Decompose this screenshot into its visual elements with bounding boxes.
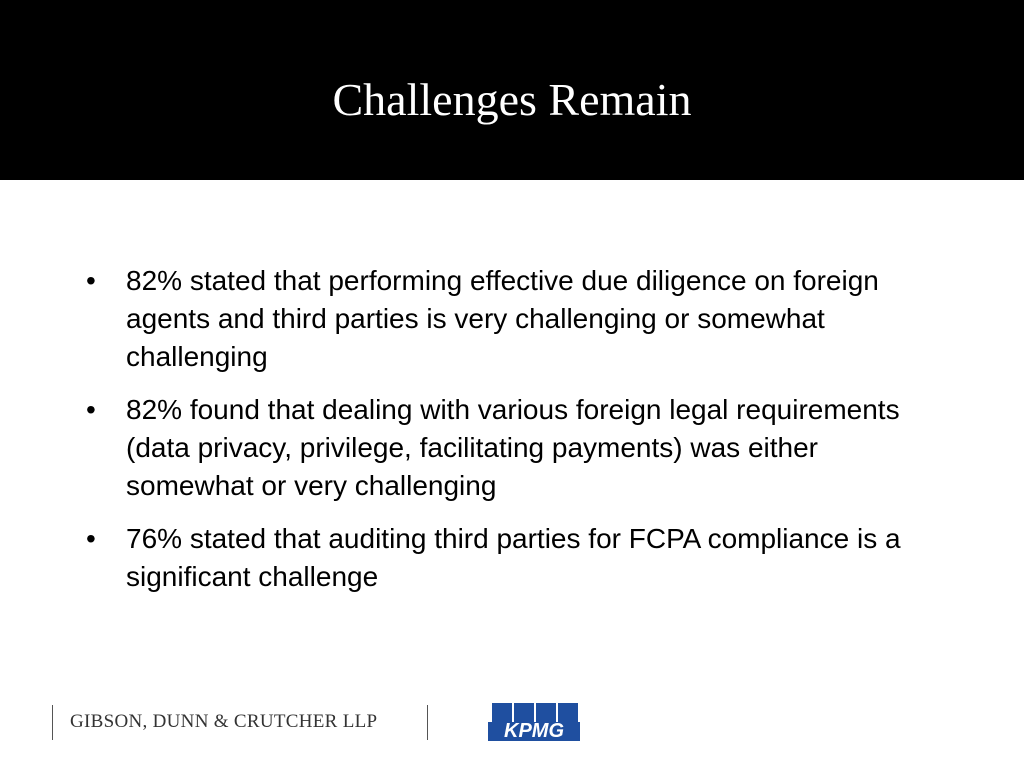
title-bar	[0, 0, 1024, 180]
bullet-marker: •	[86, 523, 96, 554]
bullet-text: 82% stated that performing effective due diligence on foreign agents and third parties is very challenging or somewhat challenging	[126, 265, 879, 372]
slide-title: Challenges Remain	[332, 74, 692, 125]
bullet-list	[86, 262, 946, 611]
bullet-text: 82% found that dealing with various foreign legal requirements (data privacy, privilege, facilitating payments) was either somewhat or very challenging	[126, 394, 900, 501]
bullet-text: 76% stated that auditing third parties for FCPA compliance is a significant challenge	[126, 523, 901, 592]
bullet-marker: •	[86, 265, 96, 296]
kpmg-logo	[486, 703, 582, 741]
footer	[0, 695, 1024, 755]
bullet-item	[86, 391, 946, 505]
footer-divider-right	[427, 705, 428, 740]
bullet-item	[86, 520, 946, 596]
bullet-item	[86, 262, 946, 376]
gibson-dunn-logo: GIBSON, DUNN & CRUTCHER LLP	[70, 711, 378, 732]
footer-divider-left	[52, 705, 53, 740]
bullet-marker: •	[86, 394, 96, 425]
kpmg-logo-text: KPMG	[504, 720, 564, 741]
